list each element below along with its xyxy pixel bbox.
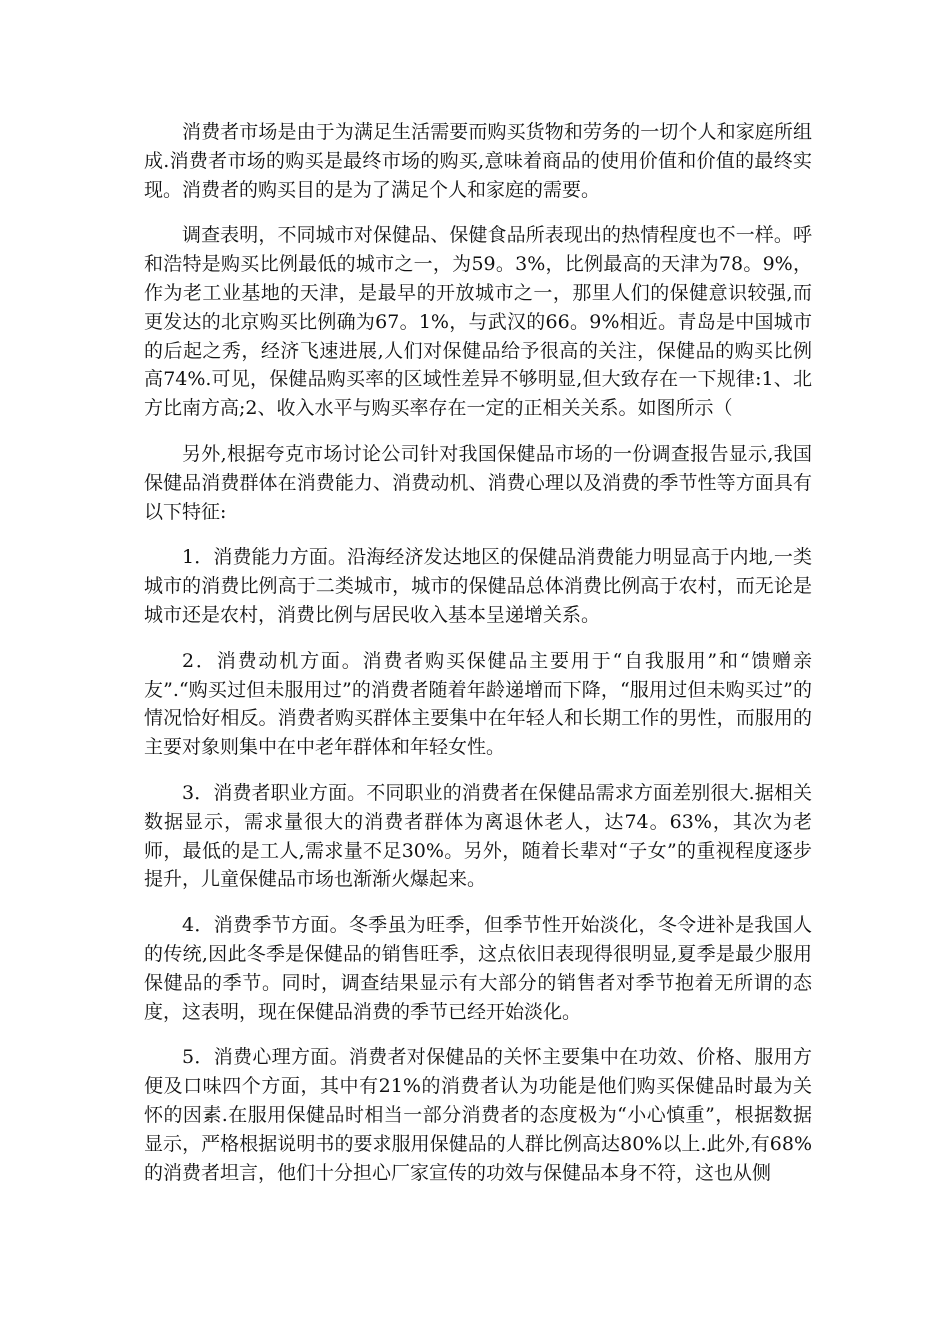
paragraph-consumption-psychology: 5．消费心理方面。消费者对保健品的关怀主要集中在功效、价格、服用方便及口味四个方面，其中有21%的消费者认为功能是他们购买保健品时最为关怀的因素.在服用保健品时相当一部分消费者的态度极为“小心慎重”，根据数据显示，严格根据说明书的要求服用保健品的人群比例高达80%以上.此外,有68%的消费者坦言，他们十分担心厂家宣传的功效与保健品本身不符，这也从侧 — [144, 1046, 812, 1184]
paragraph-consumption-ability: 1．消费能力方面。沿海经济发达地区的保健品消费能力明显高于内地,一类城市的消费比例高于二类城市，城市的保健品总体消费比例高于农村，而无论是城市还是农村，消费比例与居民收入基本呈递增关系。 — [144, 546, 812, 626]
paragraph-consumption-motive: 2．消费动机方面。消费者购买保健品主要用于“自我服用”和“馈赠亲友”.“购买过但未服用过”的消费者随着年龄递增而下降，“服用过但未购买过”的情况恰好相反。消费者购买群体主要集中在年轻人和长期工作的男性，而服用的主要对象则集中在中老年群体和年轻女性。 — [144, 649, 812, 759]
document-body — [144, 118, 812, 1204]
paragraph-consumer-occupation: 3．消费者职业方面。不同职业的消费者在保健品需求方面差别很大.据相关数据显示，需求量很大的消费者群体为离退休老人，达74。63%，其次为老师，最低的是工人,需求量不足30%。另外，随着长辈对“子女”的重视程度逐步提升，儿童保健品市场也渐渐火爆起来。 — [144, 781, 812, 891]
paragraph-consumer-market: 消费者市场是由于为满足生活需要而购买货物和劳务的一切个人和家庭所组成.消费者市场的购买是最终市场的购买,意味着商品的使用价值和价值的最终实现。消费者的购买目的是为了满足个人和家庭的需要。 — [144, 121, 812, 201]
paragraph-survey-cities: 调查表明，不同城市对保健品、保健食品所表现出的热情程度也不一样。呼和浩特是购买比例最低的城市之一，为59。3%，比例最高的天津为78。9%，作为老工业基地的天津，是最早的开放城市之一，那里人们的保健意识较强,而更发达的北京购买比例确为67。1%，与武汉的66。9%相近。青岛是中国城市的后起之秀，经济飞速进展,人们对保健品给予很高的关注，保健品的购买比例高74%.可见，保健品购买率的区域性差异不够明显,但大致存在一下规律:1、北方比南方高;2、收入水平与购买率存在一定的正相关关系。如图所示（ — [144, 224, 812, 420]
paragraph-consumption-season: 4．消费季节方面。冬季虽为旺季，但季节性开始淡化，冬令进补是我国人的传统,因此冬季是保健品的销售旺季，这点依旧表现得很明显,夏季是最少服用保健品的季节。同时，调查结果显示有大部分的销售者对季节抱着无所谓的态度，这表明，现在保健品消费的季节已经开始淡化。 — [144, 914, 812, 1023]
paragraph-report-intro: 另外,根据夸克市场讨论公司针对我国保健品市场的一份调查报告显示,我国保健品消费群体在消费能力、消费动机、消费心理以及消费的季节性等方面具有以下特征: — [144, 442, 812, 523]
